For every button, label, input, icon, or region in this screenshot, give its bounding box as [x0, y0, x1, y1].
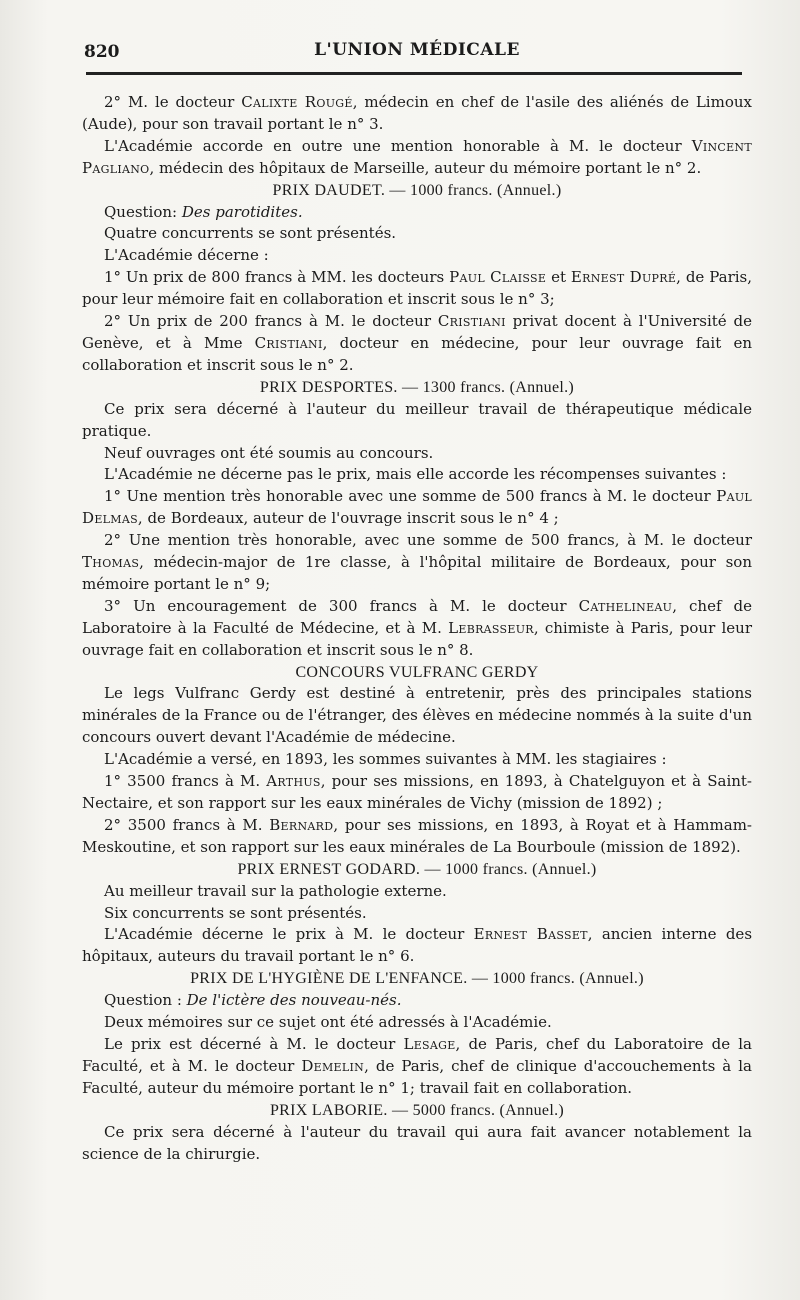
person-name: Arthus: [266, 772, 321, 791]
text-run: 2° 3500 francs à M.: [104, 815, 270, 834]
text-run: , chimiste à Paris, pour leur ouvrage fait en collaboration et inscrit sous le n° 8.: [82, 618, 752, 659]
text-run: , de Paris, chef de clinique d'accouchements à la Faculté, auteur du mémoire portant le n° 1; travail fait en collaboration.: [82, 1056, 752, 1097]
section-heading: [82, 1100, 752, 1122]
text-run: , de Paris, pour leur mémoire fait en collaboration et inscrit sous le n° 3;: [82, 268, 752, 309]
text-run: Neuf ouvrages ont été soumis au concours.: [104, 443, 434, 462]
text-run: , médecin des hôpitaux de Marseille, auteur du mémoire portant le n° 2.: [149, 158, 702, 177]
section-heading: [82, 968, 752, 990]
text-run: L'Académie ne décerne pas le prix, mais elle accorde les récompenses suivantes :: [104, 465, 727, 484]
text-run: PRIX DAUDET. — 1000 francs. (Annuel.): [272, 181, 562, 199]
person-name: Lebrasseur: [448, 618, 534, 637]
section-heading: [82, 662, 752, 684]
text-run: PRIX ERNEST GODARD. — 1000 francs. (Annuel.): [237, 860, 597, 878]
person-name: Calixte Rougé: [241, 93, 353, 111]
text-run: , chef de Laboratoire à la Faculté de Médecine, et à M.: [82, 596, 752, 637]
person-name: Thomas: [82, 553, 140, 572]
document-body: [82, 92, 752, 1165]
text-run: , pour ses missions, en 1893, à Royat et à Hammam-Meskoutine, et son rapport sur les eaux minérales de La Bourboule (mission de 1892).: [82, 815, 752, 856]
text-run: L'Académie décerne le prix à M. le docteur: [104, 925, 474, 944]
text-run: , de Bordeaux, auteur de l'ouvrage inscrit sous le n° 4 ;: [137, 509, 559, 528]
paragraph: [82, 1034, 752, 1100]
text-run: Le legs Vulfranc Gerdy est destiné à entretenir, près des principales stations minérales de la France ou de l'étranger, des élèves en médecine nommés à la suite d'un concours ouvert devant l'Académie de médecine.: [82, 684, 752, 747]
paragraph: [82, 1122, 752, 1166]
text-run: Ce prix sera décerné à l'auteur du meilleur travail de thérapeutique médicale pratique.: [82, 399, 752, 440]
text-run: 2° Une mention très honorable, avec une somme de 500 francs, à M. le docteur: [104, 531, 752, 550]
text-run: , médecin-major de 1re classe, à l'hôpital militaire de Bordeaux, pour son mémoire portant le n° 9;: [82, 553, 752, 593]
section-heading: [82, 859, 752, 881]
text-run: Au meilleur travail sur la pathologie externe.: [104, 881, 447, 900]
text-run: Six concurrents se sont présentés.: [104, 903, 367, 922]
text-run: , pour ses missions, en 1893, à Chatelguyon et à Saint-Nectaire, et son rapport sur les eaux minérales de Vichy (mission de 1892) ;: [82, 772, 752, 812]
text-run: 2° Un prix de 200 francs à M. le docteur: [104, 312, 438, 331]
person-name: Ernest Basset: [473, 925, 588, 944]
running-title: L'UNION MÉDICALE: [314, 40, 520, 60]
paragraph: [82, 530, 752, 596]
text-run: CONCOURS VULFRANC GERDY: [295, 663, 539, 681]
text-run: L'Académie a versé, en 1893, les sommes suivantes à MM. les stagiaires :: [104, 750, 667, 769]
text-run: Le prix est décerné à M. le docteur: [104, 1034, 404, 1053]
text-run: Quatre concurrents se sont présentés.: [104, 224, 397, 243]
person-name: Lesage: [403, 1034, 456, 1053]
page-header: [84, 34, 750, 64]
paragraph: [82, 924, 752, 968]
text-run: , de Paris, chef du Laboratoire de la Faculté, et à M. le docteur: [82, 1034, 752, 1075]
text-run: , ancien interne des hôpitaux, auteurs du travail portant le n° 6.: [82, 925, 753, 966]
text-run: Deux mémoires sur ce sujet ont été adressés à l'Académie.: [104, 1013, 552, 1032]
person-name: Demelin: [301, 1056, 365, 1075]
text-run: PRIX DESPORTES. — 1300 francs. (Annuel.): [259, 378, 575, 396]
person-name: Ernest Dupré: [570, 268, 677, 287]
text-run: L'Académie accorde en outre une mention honorable à M. le docteur: [104, 136, 692, 155]
paragraph: [82, 903, 752, 925]
text-run: 1° Une mention très honorable avec une somme de 500 francs à M. le docteur: [104, 487, 717, 506]
person-name: Paul Delmas: [82, 487, 752, 528]
paragraph: [82, 486, 752, 530]
paragraph: [82, 881, 752, 903]
text-run: , docteur en médecine, pour leur ouvrage fait en collaboration et inscrit sous le n° 2.: [82, 333, 752, 374]
paragraph: [82, 399, 752, 443]
text-run: Question:: [104, 202, 182, 221]
paragraph: [82, 202, 752, 224]
paragraph: [82, 136, 752, 180]
section-heading: [82, 180, 752, 202]
paragraph: [82, 464, 752, 486]
text-run: 3° Un encouragement de 300 francs à M. le docteur: [104, 596, 579, 615]
paragraph: [82, 596, 752, 662]
paragraph: [82, 815, 752, 859]
paragraph: [82, 245, 752, 267]
person-name: Vincent Pagliano: [82, 136, 752, 177]
header-rule: [86, 72, 742, 75]
text-run: PRIX LABORIE. — 5000 francs. (Annuel.): [269, 1101, 565, 1119]
text-run: Question :: [104, 991, 187, 1010]
person-name: Bernard: [269, 815, 334, 834]
text-run: 1° 3500 francs à M.: [104, 772, 267, 791]
text-run: et: [546, 268, 571, 287]
paragraph: [82, 1012, 752, 1034]
person-name: Paul Claisse: [449, 268, 547, 287]
paragraph: [82, 267, 752, 311]
italic-text: Des parotidites.: [181, 202, 303, 221]
paragraph: [82, 311, 752, 377]
person-name: Cristiani: [437, 312, 506, 331]
paragraph: [82, 771, 752, 815]
text-run: L'Académie décerne :: [104, 246, 269, 265]
text-run: 1° Un prix de 800 francs à MM. les docteurs: [104, 268, 450, 287]
paragraph: [82, 683, 752, 749]
page-number: 820: [84, 42, 120, 62]
text-run: privat docent à l'Université de Genève, et à Mme: [82, 312, 752, 352]
text-run: , médecin en chef de l'asile des aliénés de Limoux (Aude), pour son travail portant le n° 3.: [82, 93, 752, 133]
paragraph: [82, 443, 752, 465]
paragraph: [82, 990, 752, 1012]
paragraph: [82, 92, 752, 136]
paragraph: [82, 223, 752, 245]
text-run: Ce prix sera décerné à l'auteur du travail qui aura fait avancer notablement la science de la chirurgie.: [82, 1122, 752, 1163]
person-name: Cristiani: [254, 333, 323, 352]
paragraph: [82, 749, 752, 771]
section-heading: [82, 377, 752, 399]
text-run: 2° M. le docteur: [104, 93, 242, 111]
person-name: Cathelineau: [578, 596, 673, 615]
text-run: PRIX DE L'HYGIÈNE DE L'ENFANCE. — 1000 francs. (Annuel.): [190, 970, 644, 988]
italic-text: De l'ictère des nouveau-nés.: [186, 991, 402, 1010]
